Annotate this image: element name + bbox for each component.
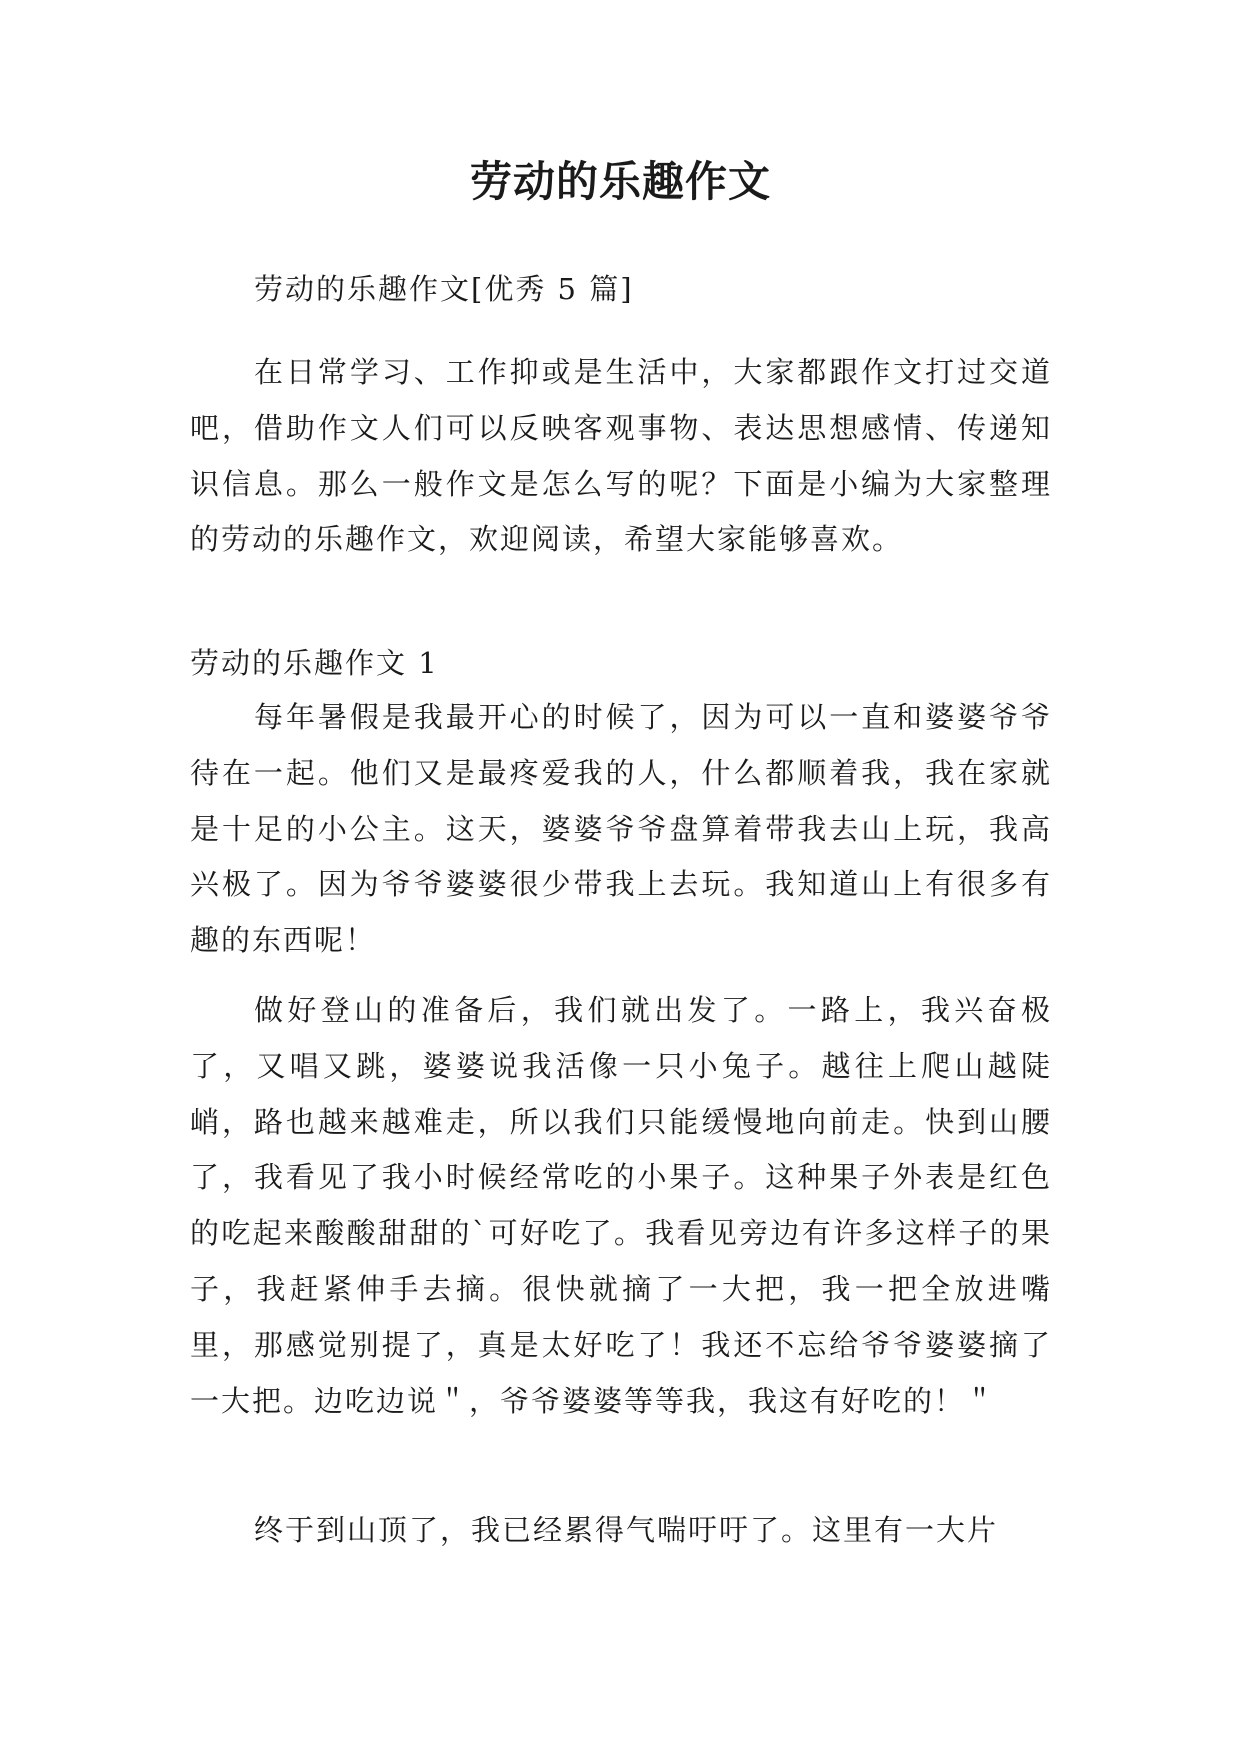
document-title: 劳动的乐趣作文 (469, 157, 771, 206)
intro-paragraph: 在日常学习、工作抑或是生活中，大家都跟作文打过交道吧，借助作文人们可以反映客观事物、表达思想感情、传递知识信息。那么一般作文是怎么写的呢？下面是小编为大家整理的劳动的乐趣作文，欢迎阅读，希望大家能够喜欢。 (190, 355, 1052, 557)
body-paragraph: 终于到山顶了，我已经累得气喘吁吁了。这里有一大片 (254, 1513, 999, 1547)
body-paragraph: 每年暑假是我最开心的时候了，因为可以一直和婆婆爷爷待在一起。他们又是最疼爱我的人，什么都顺着我，我在家就是十足的小公主。这天，婆婆爷爷盘算着带我去山上玩，我高兴极了。因为爷爷婆婆很少带我上去玩。我知道山上有很多有趣的东西呢！ (190, 700, 1052, 958)
body-paragraph: 做好登山的准备后，我们就出发了。一路上，我兴奋极了，又唱又跳，婆婆说我活像一只小兔子。越往上爬山越陡峭，路也越来越难走，所以我们只能缓慢地向前走。快到山腰了，我看见了我小时候经常吃的小果子。这种果子外表是红色的吃起来酸酸甜甜的`可好吃了。我看见旁边有许多这样子的果子，我赶紧伸手去摘。很快就摘了一大把，我一把全放进嘴里，那感觉别提了，真是太好吃了！我还不忘给爷爷婆婆摘了一大把。边吃边说＂，爷爷婆婆等等我，我这有好吃的！＂ (190, 993, 1052, 1418)
document-subtitle: 劳动的乐趣作文[优秀 5 篇] (254, 272, 634, 306)
section-heading: 劳动的乐趣作文 1 (190, 646, 439, 680)
